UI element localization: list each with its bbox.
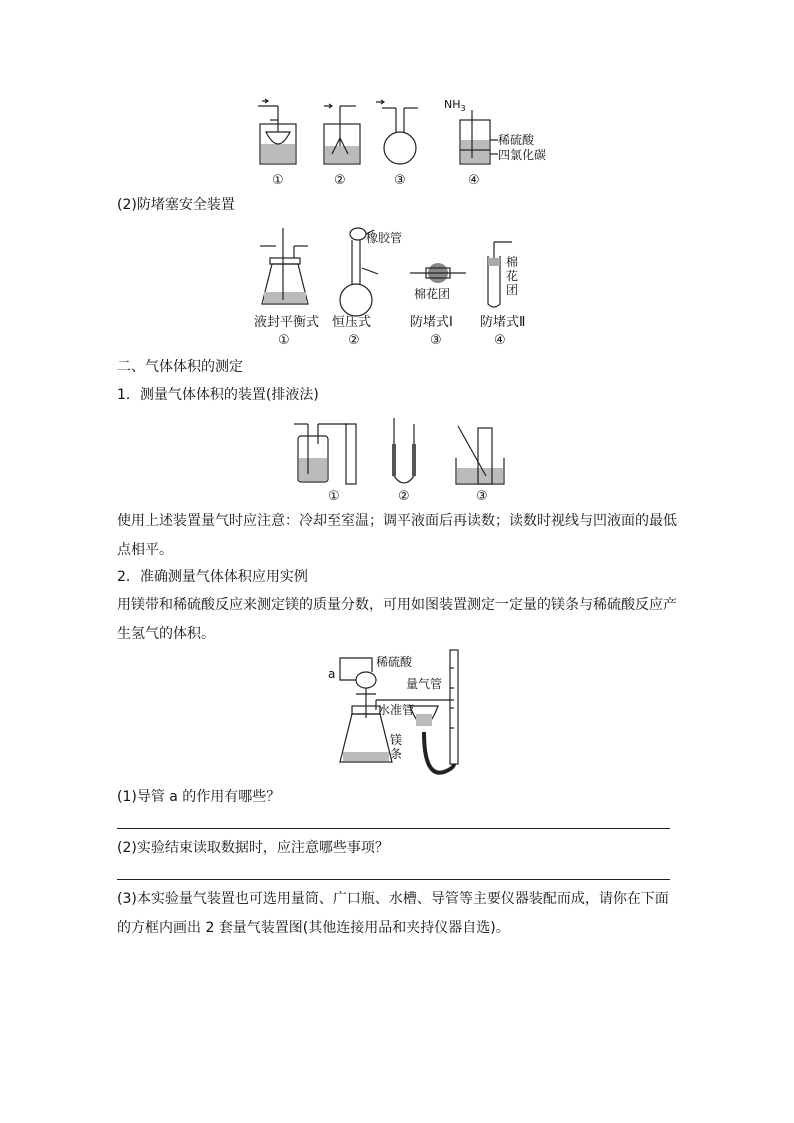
callout-ccl4: 四氯化碳 [498,148,547,162]
apparatus-inverted-funnel [258,99,296,164]
separatory-funnel [356,672,376,718]
caption-liquid-seal: 液封平衡式 [254,315,320,330]
fig2-num-2: ② [348,333,360,348]
label-cotton-v2: 花 [506,269,519,283]
figure-anti-clog [250,218,560,348]
label-cotton-ball: 棉花团 [414,287,451,301]
question-2: (2)实验结束读取数据时，应注意哪些事项？ [117,840,389,856]
fig1-label-2: ② [334,173,346,188]
intro-paragraph: 用镁带和稀硫酸反应来测定镁的质量分数，可用如图装置测定一定量的镁条与稀硫酸反应产生氢气的体积。 [117,597,677,642]
fig3-label-2: ② [398,489,410,504]
label-mg-2: 条 [390,747,403,761]
section-heading-anti-clog: (2)防堵塞安全装置 [117,197,235,213]
fig3-label-3: ③ [476,489,488,504]
fig1-label-3: ③ [394,173,406,188]
answer-line-1 [117,828,670,829]
device-u-tube [394,418,414,483]
note-measurement: 使用上述装置量气时应注意：冷却至室温；调平液面后再读数；读数时视线与凹液面的最低点相平。 [117,513,677,558]
figure-gas-volume-devices [290,414,510,504]
question-3: (3)本实验量气装置也可选用量筒、广口瓶、水槽、导管等主要仪器装配而成，请你在下面的方框内画出 2 套量气装置图(其他连接用品和夹持仪器自选)。 [117,891,669,936]
svg-text:NH3 [444,98,466,113]
item-heading-1: 1．测量气体体积的装置(排液法) [117,387,319,403]
apparatus-funnel-bottle [324,104,360,164]
label-gas-burette: 量气管 [406,677,443,691]
label-cotton-v1: 棉 [506,255,519,269]
label-mg-1: 镁 [390,733,403,747]
label-rubber-tube: 橡胶管 [366,231,403,245]
caption-anti-clog-2: 防堵式Ⅱ [480,315,526,330]
fig1-label-4: ④ [468,173,480,188]
gas-burette [450,650,458,764]
nh3-subscript: 3 [460,104,466,113]
device-bottle-cylinder [294,424,356,484]
answer-line-2 [117,879,670,880]
caption-anti-clog-1: 防堵式Ⅰ [410,315,453,330]
item-heading-2: 2．准确测量气体体积应用实例 [117,569,308,585]
device-trough-cylinder [456,426,504,484]
label-cotton-v3: 团 [506,283,519,297]
nh3-label: NH [444,98,461,111]
figure-hydrogen-apparatus [326,648,476,778]
fig2-num-1: ① [278,333,290,348]
fig2-num-4: ④ [494,333,506,348]
tube-a [340,658,372,680]
fig3-label-1: ① [328,489,340,504]
apparatus-liquid-seal [260,228,308,304]
apparatus-two-layer-beaker [460,110,498,164]
label-dilute-acid: 稀硫酸 [376,655,413,669]
fig1-label-1: ① [272,173,284,188]
figure-anti-suckback [248,96,568,188]
question-1: (1)导管 a 的作用有哪些？ [117,789,281,805]
label-a: a [328,667,336,681]
callout-dilute-acid: 稀硫酸 [498,133,535,147]
apparatus-anti-clog-1 [410,263,466,283]
part-heading-gas-volume: 二、气体体积的测定 [117,359,243,375]
level-tube [410,706,438,726]
fig2-num-3: ③ [430,333,442,348]
apparatus-round-flask [376,100,418,164]
label-level-tube: 水准管 [378,703,415,717]
caption-constant-pressure: 恒压式 [332,315,372,330]
